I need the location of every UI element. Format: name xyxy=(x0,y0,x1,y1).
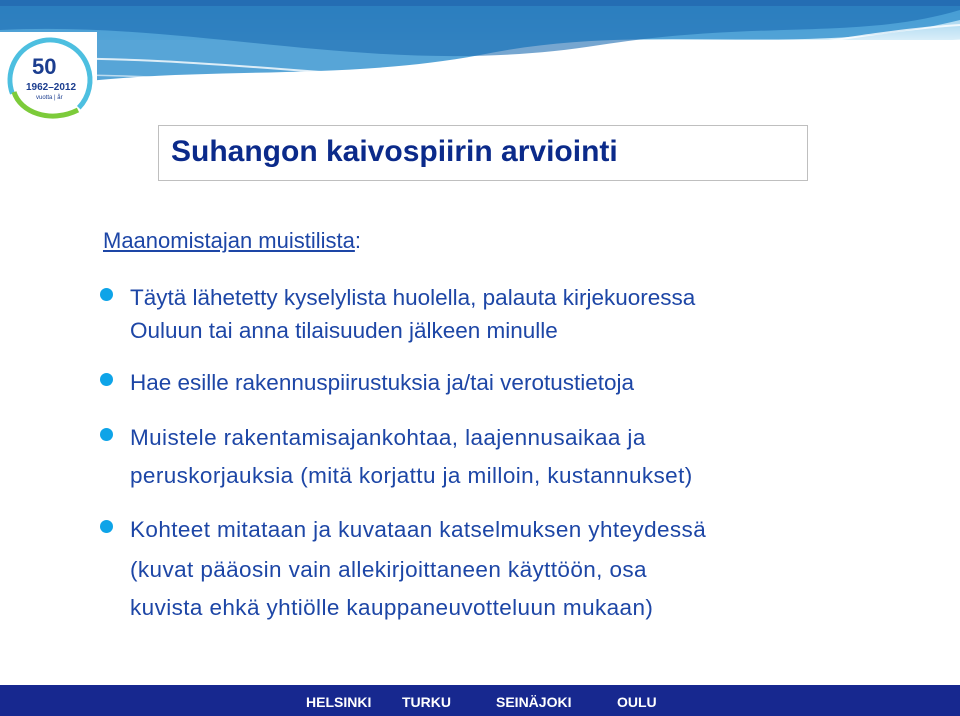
logo-tagline: vuotta | år xyxy=(36,95,63,101)
bullet-dot-icon xyxy=(100,428,113,441)
footer-city-seinajoki: SEINÄJOKI xyxy=(496,694,572,710)
footer-city-oulu: OULU xyxy=(617,694,657,710)
footer-bar xyxy=(0,685,960,716)
bullet-line: (kuvat pääosin vain allekirjoittaneen käyttöön, osa xyxy=(130,557,647,582)
subtitle-link[interactable]: Maanomistajan muistilista xyxy=(103,228,355,253)
bullet-line: peruskorjauksia (mitä korjattu ja milloin, kustannukset) xyxy=(130,463,693,488)
bullet-line: kuvista ehkä yhtiölle kauppaneuvotteluun mukaan) xyxy=(130,595,654,620)
logo-number: 50 xyxy=(32,54,57,79)
wave-graphic xyxy=(0,0,960,130)
anniversary-emblem-icon xyxy=(0,32,97,128)
footer-city-turku: TURKU xyxy=(402,694,451,710)
slide-title: Suhangon kaivospiirin arviointi xyxy=(171,135,618,168)
slide-title-box xyxy=(158,125,808,181)
bullet-line: Muistele rakentamisajankohtaa, laajennusaikaa ja xyxy=(130,425,646,450)
header-wave-banner xyxy=(0,0,960,130)
bullet-line: Ouluun tai anna tilaisuuden jälkeen minulle xyxy=(130,318,558,343)
slide-subtitle xyxy=(103,228,361,254)
logo-years: 1962–2012 xyxy=(26,82,77,93)
bullet-line: Hae esille rakennuspiirustuksia ja/tai verotustietoja xyxy=(130,370,635,395)
bullet-line: Kohteet mitataan ja kuvataan katselmuksen yhteydessä xyxy=(130,517,707,542)
subtitle-colon: : xyxy=(354,228,361,253)
bullet-dot-icon xyxy=(100,520,113,533)
bullet-dot-icon xyxy=(100,373,113,386)
bullet-dot-icon xyxy=(100,288,113,301)
bullet-line: Täytä lähetetty kyselylista huolella, palauta kirjekuoressa xyxy=(130,285,696,310)
anniversary-logo xyxy=(0,32,97,128)
footer-city-helsinki: HELSINKI xyxy=(306,694,372,710)
